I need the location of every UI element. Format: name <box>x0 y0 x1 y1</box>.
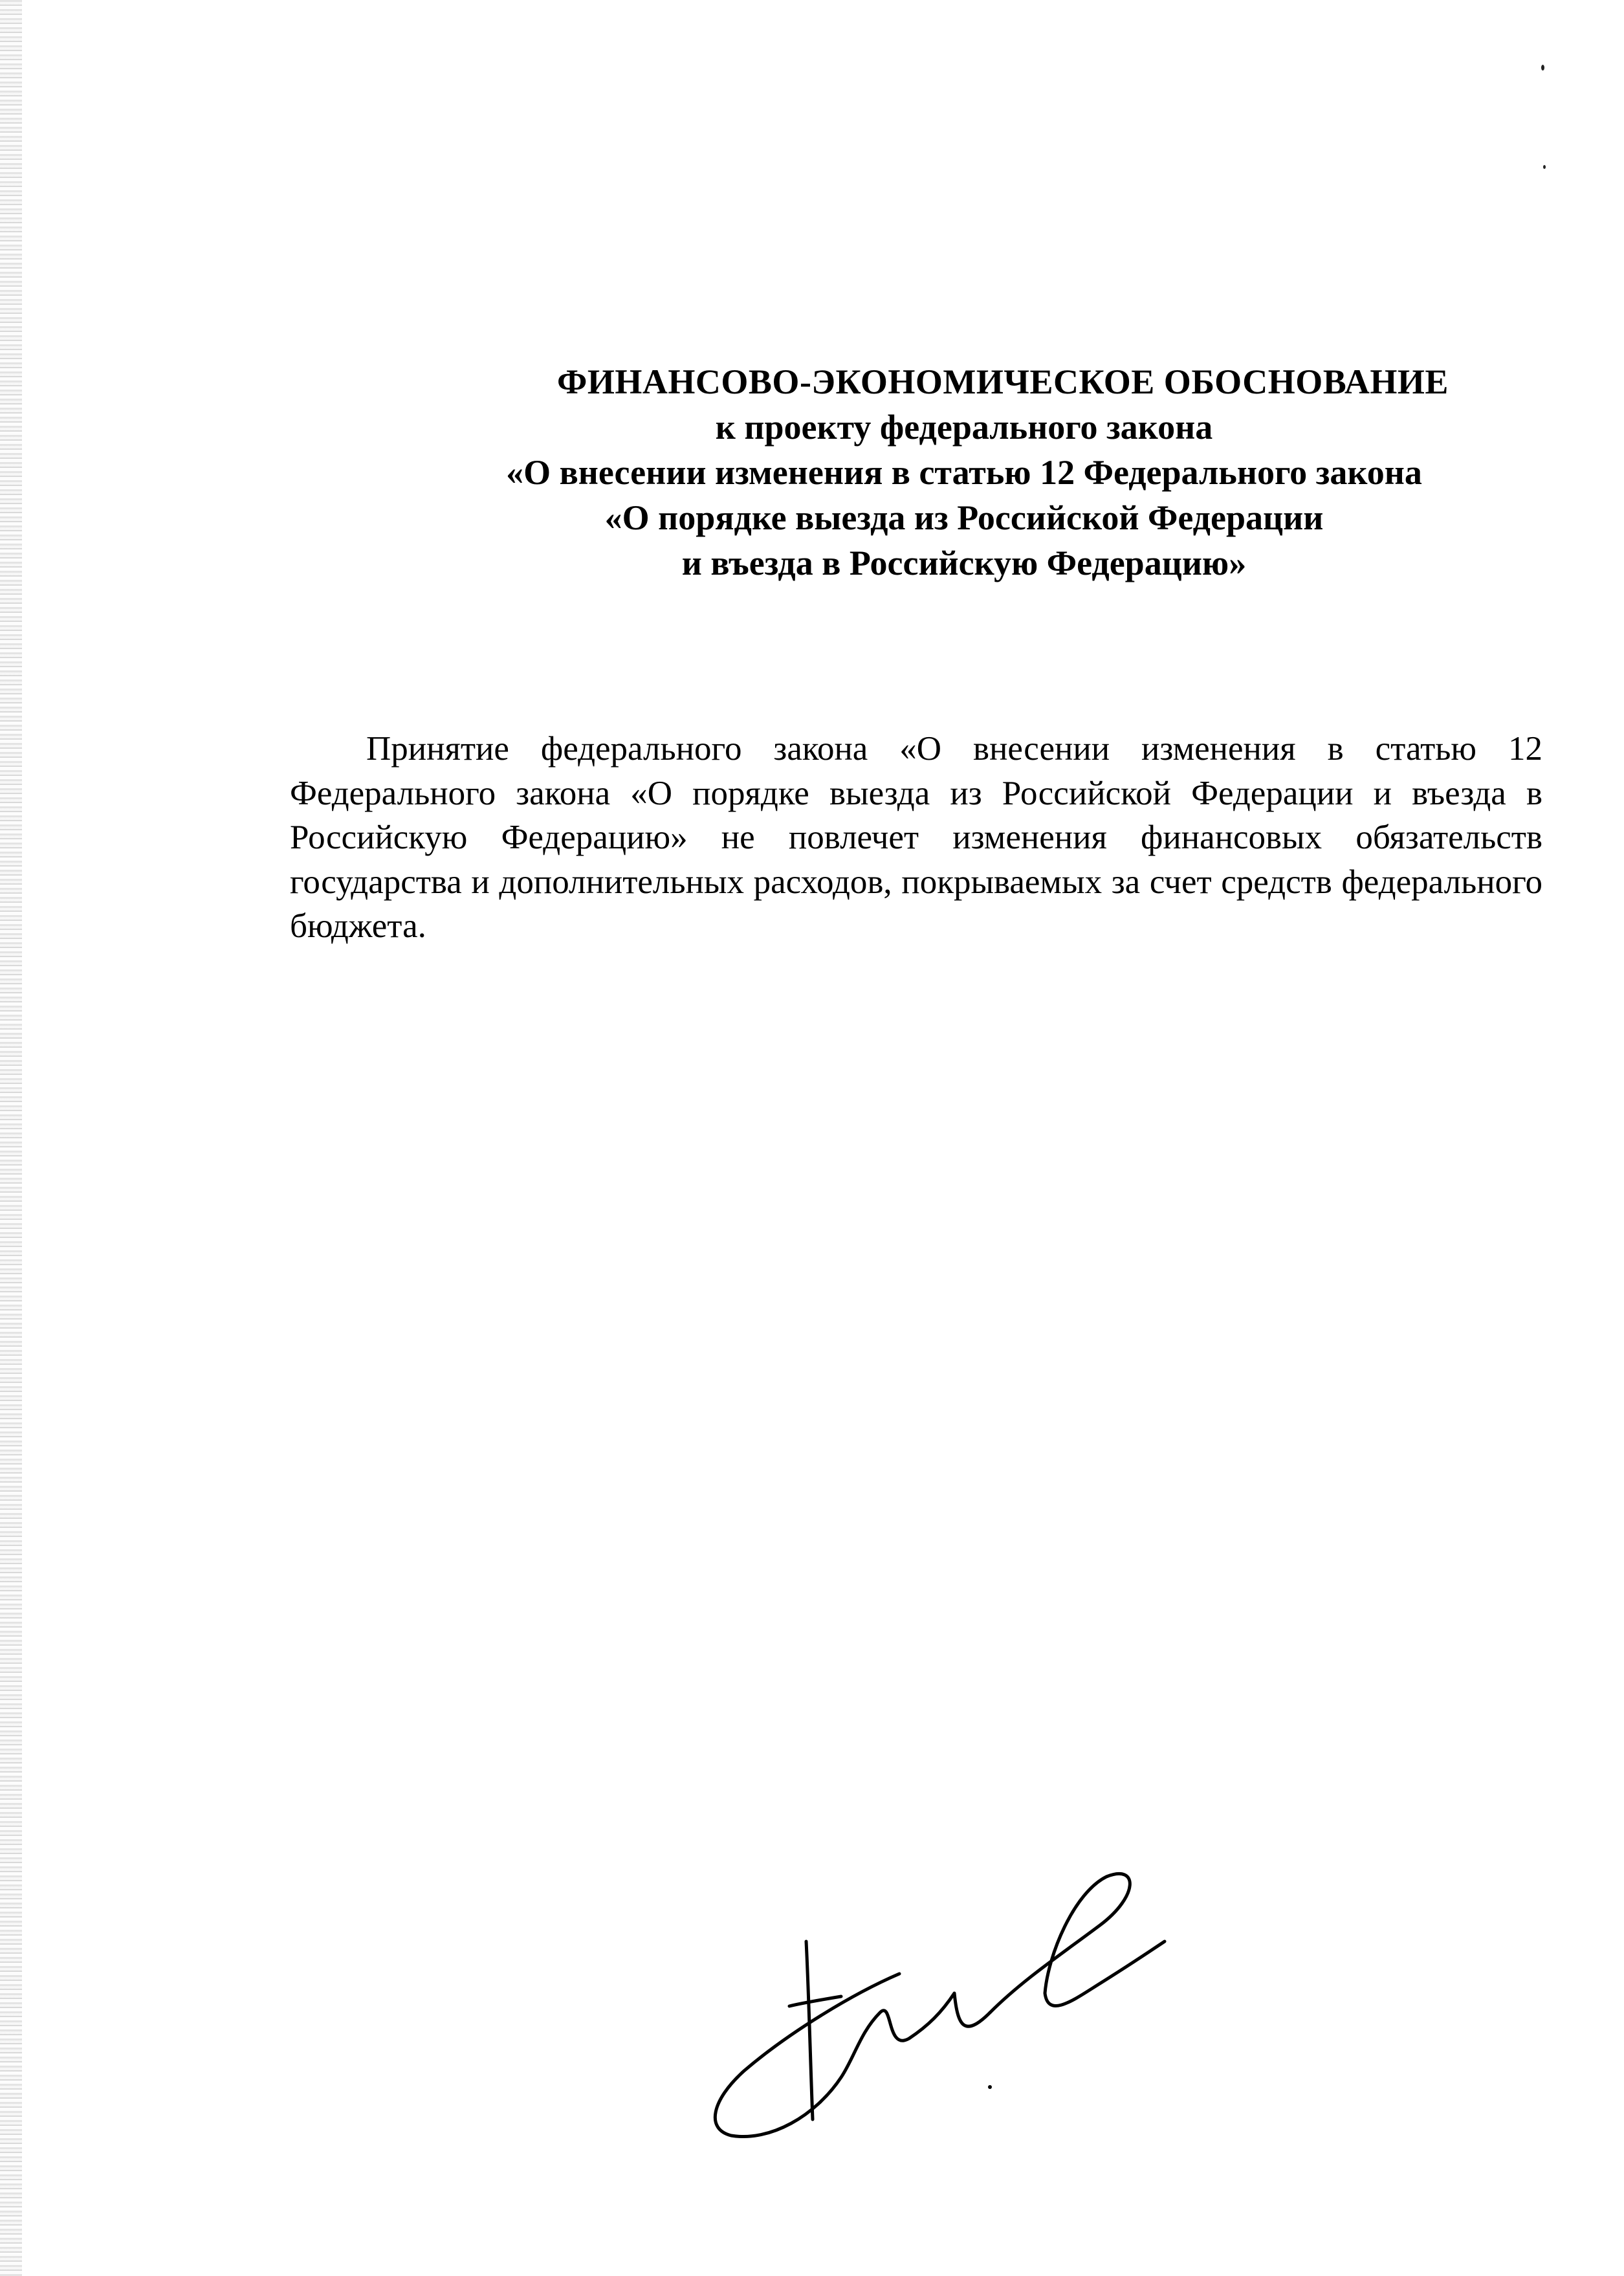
scan-speck <box>1543 165 1546 169</box>
subtitle-line: «О внесении изменения в статью 12 Федерального закона <box>506 453 1422 492</box>
handwritten-signature <box>686 1864 1178 2161</box>
subtitle-line: «О порядке выезда из Российской Федерации <box>604 498 1324 537</box>
document-heading <box>362 359 1566 586</box>
subtitle-line: и въезда в Российскую Федерацию» <box>681 544 1247 582</box>
scan-speck <box>1541 65 1544 71</box>
scan-edge-noise <box>0 0 22 2276</box>
body-paragraph: Принятие федерального закона «О внесении изменения в статью 12 Федерального закона «О порядке выезда из Российской Федерации и въезда в Российскую Федерацию» не повлечет изменения финансовых обязательств государства и дополнительных расходов, покрываемых за счет средств федерального бюджета. <box>290 730 1542 945</box>
subtitle-line: к проекту федерального закона <box>715 408 1213 447</box>
document-title: ФИНАНСОВО-ЭКОНОМИЧЕСКОЕ ОБОСНОВАНИЕ <box>557 362 1449 401</box>
